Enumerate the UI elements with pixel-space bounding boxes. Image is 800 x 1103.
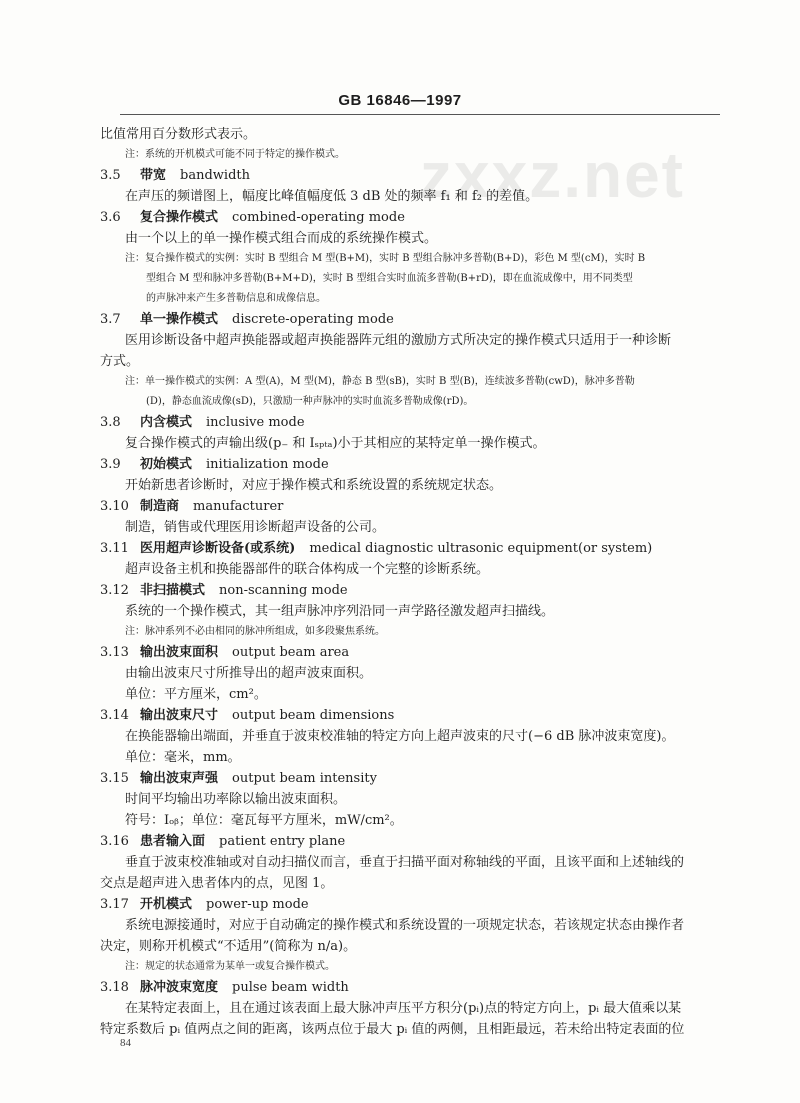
page-number: 84 bbox=[120, 1037, 131, 1049]
body-line: 医用诊断设备中超声换能器或超声换能器阵元组的激励方式所决定的操作模式只适用于一种诊断 bbox=[125, 333, 672, 348]
term-english: initialization mode bbox=[206, 457, 329, 472]
term-number: 3.6 bbox=[100, 210, 121, 225]
watermark: zxxz.net bbox=[420, 139, 685, 211]
term-heading bbox=[100, 454, 720, 475]
body-line: 在声压的频谱图上，幅度比峰值幅度低 3 dB 处的频率 f₁ 和 f₂ 的差值。 bbox=[125, 189, 539, 204]
body-line: 特定系数后 pᵢ 值两点之间的距离，该两点位于最大 pᵢ 值的两侧，且相距最远，若未给出特定表面的位 bbox=[100, 1022, 685, 1037]
term-number: 3.7 bbox=[100, 312, 121, 327]
term-english: power-up mode bbox=[206, 897, 309, 912]
body-line: 单位：平方厘米，cm²。 bbox=[125, 687, 267, 702]
term-heading bbox=[100, 165, 720, 186]
term-chinese: 脉冲波束宽度 bbox=[140, 980, 219, 995]
note-line: (D)，静态血流成像(sD)，只激励一种声脉冲的实时血流多普勒成像(rD)。 bbox=[146, 396, 474, 407]
term-english: inclusive mode bbox=[206, 415, 305, 430]
term-heading bbox=[100, 207, 720, 228]
document-body bbox=[100, 124, 720, 1040]
term-chinese: 开机模式 bbox=[140, 897, 193, 912]
term-heading bbox=[100, 496, 720, 517]
term-heading bbox=[100, 768, 720, 789]
term-chinese: 带宽 bbox=[140, 168, 167, 183]
body-line: 方式。 bbox=[100, 354, 140, 369]
body-line: 开始新患者诊断时，对应于操作模式和系统设置的系统规定状态。 bbox=[125, 478, 503, 493]
term-heading bbox=[100, 977, 720, 998]
term-english: output beam dimensions bbox=[232, 708, 395, 723]
body-line: 垂直于波束校准轴或对自动扫描仪而言，垂直于扫描平面对称轴线的平面，且该平面和上述轴线的 bbox=[125, 855, 685, 870]
term-number: 3.14 bbox=[100, 708, 129, 723]
body-line: 系统电源接通时，对应于自动确定的操作模式和系统设置的一项规定状态，若该规定状态由操作者 bbox=[125, 918, 685, 933]
term-chinese: 医用超声诊断设备(或系统) bbox=[140, 541, 296, 556]
body-line: 交点是超声进入患者体内的点，见图 1。 bbox=[100, 876, 334, 891]
term-number: 3.11 bbox=[100, 541, 129, 556]
term-heading bbox=[100, 412, 720, 433]
term-number: 3.18 bbox=[100, 980, 129, 995]
term-heading bbox=[100, 642, 720, 663]
body-line: 决定，则称开机模式“不适用”(简称为 n/a)。 bbox=[100, 939, 357, 954]
body-line: 在某特定表面上，且在通过该表面上最大脉冲声压平方积分(pᵢ)点的特定方向上，pᵢ 最大值乘以某 bbox=[125, 1001, 682, 1016]
note-line: 注：复合操作模式的实例：实时 B 型组合 M 型(B+M)，实时 B 型组合脉冲多普勒(B+D)，彩色 M 型(cM)，实时 B bbox=[125, 253, 646, 264]
term-chinese: 初始模式 bbox=[140, 457, 193, 472]
body-line: 符号：Iₒᵦ；单位：毫瓦每平方厘米，mW/cm²。 bbox=[125, 813, 403, 828]
term-heading bbox=[100, 831, 720, 852]
term-heading bbox=[100, 538, 720, 559]
body-line: 制造，销售或代理医用诊断超声设备的公司。 bbox=[125, 520, 386, 535]
page-header: GB 16846—1997 bbox=[338, 92, 462, 109]
term-number: 3.12 bbox=[100, 583, 129, 598]
term-chinese: 复合操作模式 bbox=[140, 210, 219, 225]
term-english: manufacturer bbox=[193, 499, 284, 514]
term-number: 3.8 bbox=[100, 415, 121, 430]
body-line: 时间平均输出功率除以输出波束面积。 bbox=[125, 792, 347, 807]
term-heading bbox=[100, 705, 720, 726]
body-line: 比值常用百分数形式表示。 bbox=[100, 127, 257, 142]
term-number: 3.17 bbox=[100, 897, 129, 912]
note-line: 注：规定的状态通常为某单一或复合操作模式。 bbox=[125, 961, 335, 972]
term-english: output beam area bbox=[232, 645, 350, 660]
body-line: 由一个以上的单一操作模式组合而成的系统操作模式。 bbox=[125, 231, 438, 246]
term-chinese: 输出波束面积 bbox=[140, 645, 219, 660]
term-chinese: 制造商 bbox=[140, 499, 180, 514]
term-english: bandwidth bbox=[180, 168, 250, 183]
term-number: 3.9 bbox=[100, 457, 121, 472]
term-chinese: 非扫描模式 bbox=[140, 583, 206, 598]
term-english: combined-operating mode bbox=[232, 210, 405, 225]
note-line: 注：脉冲系列不必由相同的脉冲所组成，如多段聚焦系统。 bbox=[125, 626, 385, 637]
term-chinese: 单一操作模式 bbox=[140, 312, 219, 327]
body-line: 复合操作模式的声输出级(p₋ 和 Iₛₚₜₐ)小于其相应的某特定单一操作模式。 bbox=[125, 436, 546, 451]
term-english: patient entry plane bbox=[219, 834, 346, 849]
term-heading bbox=[100, 580, 720, 601]
note-line: 注：系统的开机模式可能不同于特定的操作模式。 bbox=[125, 149, 345, 160]
term-english: non-scanning mode bbox=[219, 583, 348, 598]
body-line: 超声设备主机和换能器部件的联合体构成一个完整的诊断系统。 bbox=[125, 562, 490, 577]
term-number: 3.16 bbox=[100, 834, 129, 849]
term-chinese: 内含模式 bbox=[140, 415, 193, 430]
term-number: 3.10 bbox=[100, 499, 129, 514]
body-line: 系统的一个操作模式，其一组声脉冲序列沿同一声学路径激发超声扫描线。 bbox=[125, 604, 555, 619]
term-english: pulse beam width bbox=[232, 980, 349, 995]
term-english: discrete-operating mode bbox=[232, 312, 394, 327]
term-number: 3.13 bbox=[100, 645, 129, 660]
term-heading bbox=[100, 309, 720, 330]
body-line: 由输出波束尺寸所推导出的超声波束面积。 bbox=[125, 666, 373, 681]
term-number: 3.5 bbox=[100, 168, 121, 183]
term-english: output beam intensity bbox=[232, 771, 377, 786]
note-line: 型组合 M 型和脉冲多普勒(B+M+D)，实时 B 型组合实时血流多普勒(B+rD)，即在血流成像中，用不同类型 bbox=[146, 273, 633, 284]
note-line: 的声脉冲来产生多普勒信息和成像信息。 bbox=[146, 293, 326, 304]
term-english: medical diagnostic ultrasonic equipment(or system) bbox=[309, 541, 653, 556]
body-line: 在换能器输出端面，并垂直于波束校准轴的特定方向上超声波束的尺寸(−6 dB 脉冲波束宽度)。 bbox=[125, 729, 675, 744]
body-line: 单位：毫米，mm。 bbox=[125, 750, 241, 765]
term-heading bbox=[100, 894, 720, 915]
term-number: 3.15 bbox=[100, 771, 129, 786]
term-chinese: 患者输入面 bbox=[140, 834, 206, 849]
term-chinese: 输出波束尺寸 bbox=[140, 708, 219, 723]
term-chinese: 输出波束声强 bbox=[140, 771, 219, 786]
header-rule bbox=[120, 114, 720, 115]
note-line: 注：单一操作模式的实例：A 型(A)，M 型(M)，静态 B 型(sB)，实时 B 型(B)，连续波多普勒(cwD)，脉冲多普勒 bbox=[125, 376, 635, 387]
